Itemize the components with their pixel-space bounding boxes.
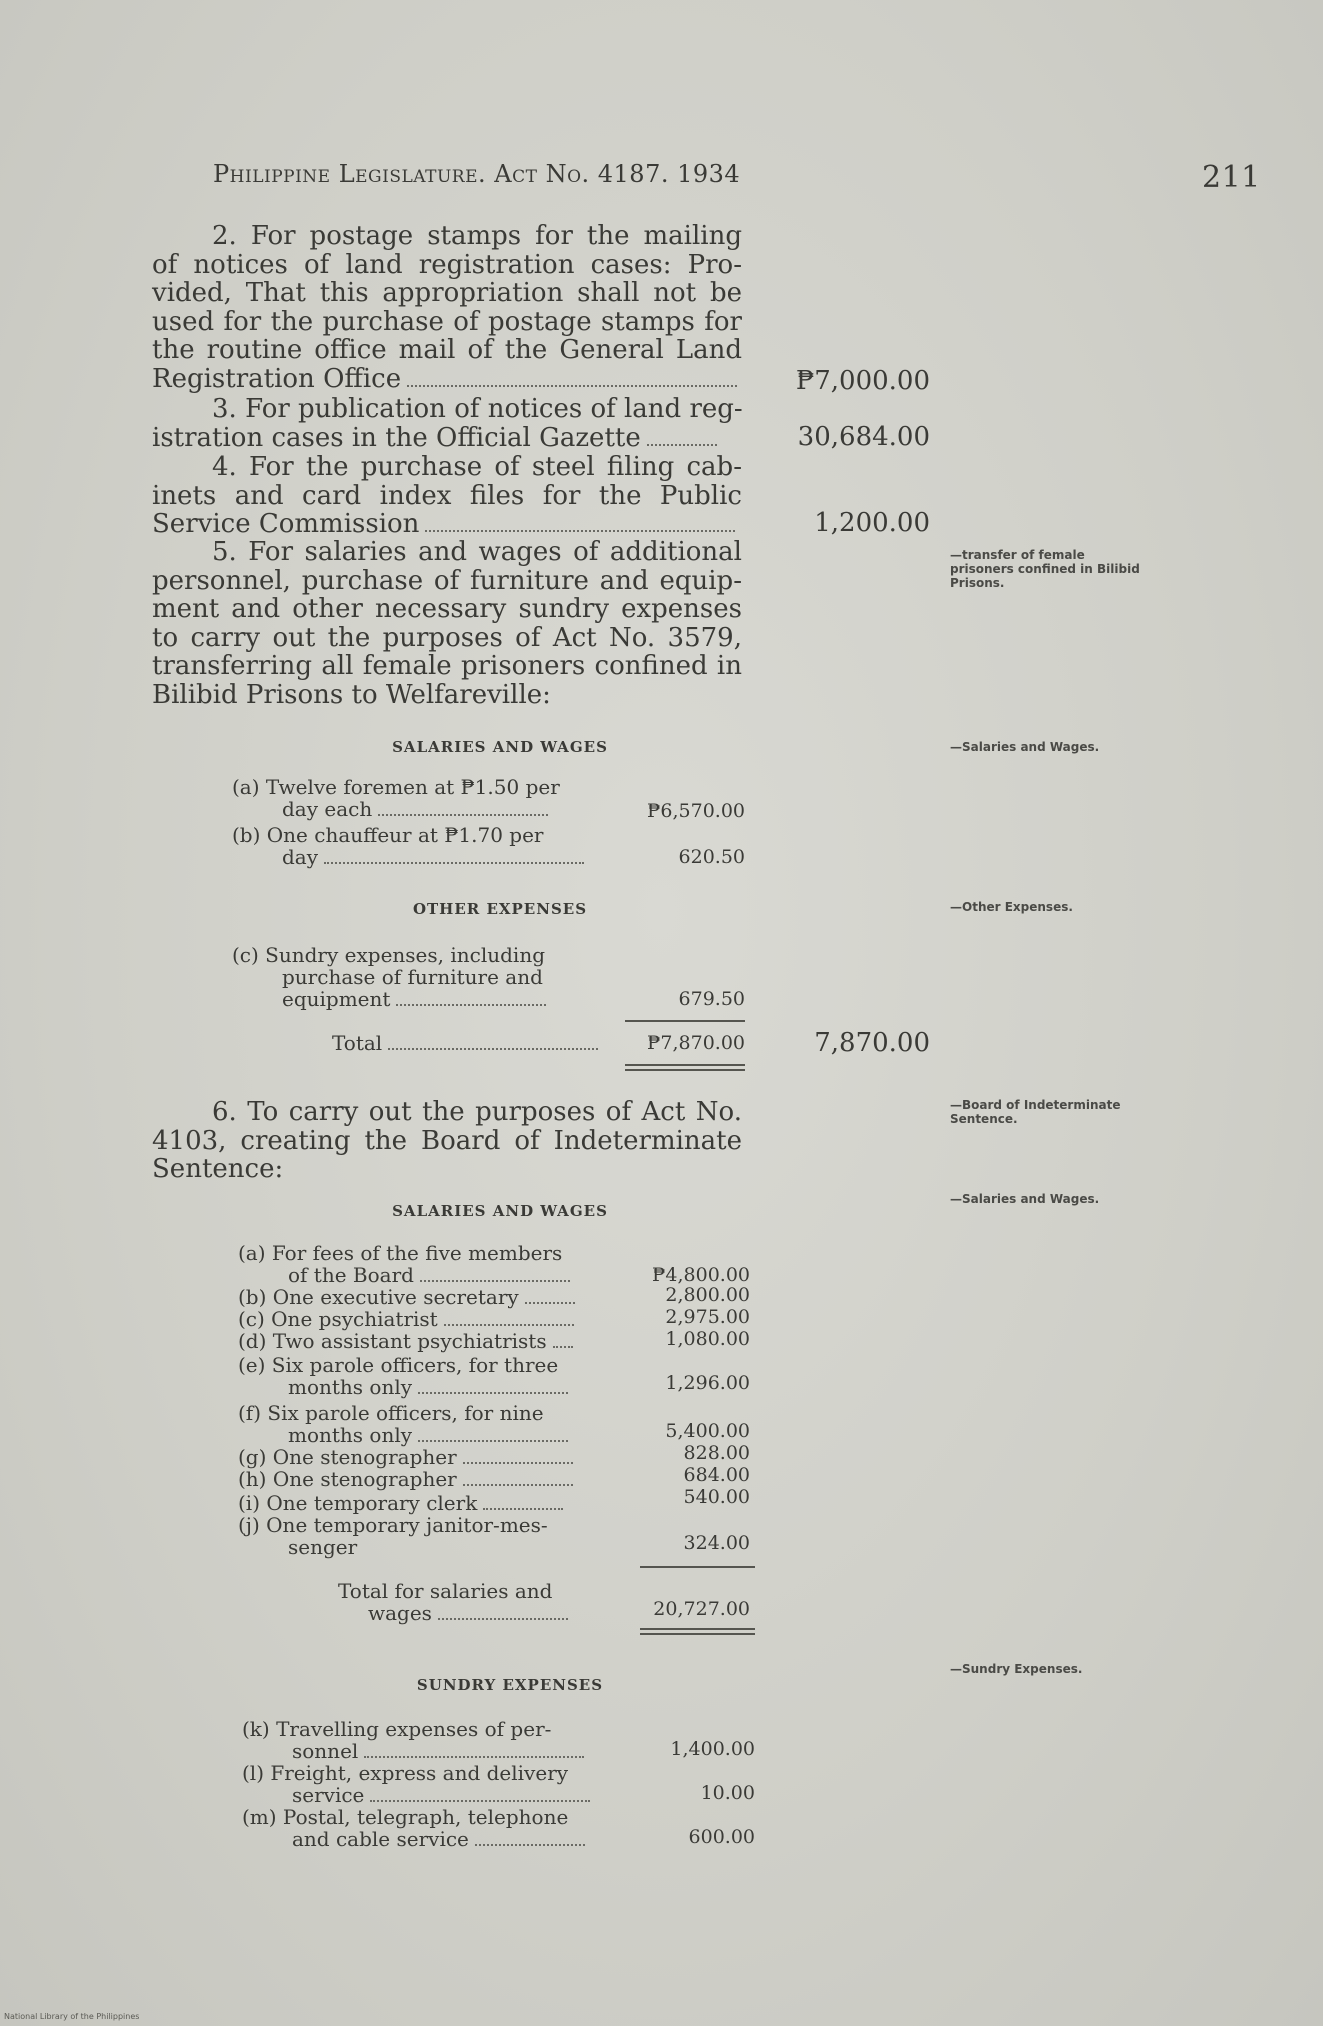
running-title: Philippine Legislature. Act No. 4187. 1934 [213, 160, 741, 188]
item-5-paragraph [152, 538, 742, 709]
item-5-total-main: 7,870.00 [814, 1028, 930, 1058]
item-6g-amount: 828.00 [683, 1442, 750, 1464]
item-6b: (b) One executive secretary [238, 1286, 581, 1308]
item-5-total: Total [332, 1032, 604, 1054]
item-6k: (k) Travelling expenses of per- sonnel [242, 1718, 590, 1762]
item-6m: (m) Postal, telegraph, telephone and cable service [242, 1806, 591, 1850]
item-6a-amount: ₱4,800.00 [651, 1264, 750, 1286]
salaries-heading: SALARIES AND WAGES [392, 738, 608, 756]
item-5-line: personnel, purchase of furniture and equip- [152, 565, 742, 596]
item-5c: (c) Sundry expenses, including purchase of furniture and equipment [232, 943, 545, 1011]
side-note-sundry: —Sundry Expenses. [950, 1662, 1083, 1676]
side-note-other-expenses: —Other Expenses. [950, 900, 1073, 914]
item-5-total-sub: ₱7,870.00 [646, 1032, 745, 1054]
item-6j-amount: 324.00 [683, 1532, 750, 1554]
page-number: 211 [1202, 160, 1261, 195]
item-6-line: 4103, creating the Board of Indeterminate [152, 1125, 742, 1156]
item-5c-amount: 679.50 [678, 988, 745, 1010]
item-6l-amount: 10.00 [700, 1782, 755, 1804]
salaries-total-rule [640, 1566, 755, 1568]
item-5a-amount: ₱6,570.00 [646, 800, 745, 822]
side-note-board: —Board of Indeterminate Sentence. [950, 1098, 1121, 1126]
item-5-line: Bilibid Prisons to Welfareville: [152, 679, 551, 710]
item-5b-amount: 620.50 [678, 846, 745, 868]
side-note-salaries-6: —Salaries and Wages. [950, 1192, 1100, 1206]
item-6-paragraph [152, 1098, 742, 1184]
item-5-line: 5. For salaries and wages of additional [212, 537, 742, 567]
side-note-salaries: —Salaries and Wages. [950, 740, 1100, 754]
item-6j: (j) One temporary janitor-mes- senger [238, 1513, 548, 1559]
item-6l: (l) Freight, express and delivery service [242, 1762, 596, 1806]
item-6-line: Sentence: [152, 1154, 284, 1184]
item-4-paragraph [152, 453, 742, 539]
item-2-line: Registration Office [152, 365, 742, 394]
item-6i-amount: 540.00 [683, 1486, 750, 1508]
item-2-amount: ₱7,000.00 [795, 366, 930, 396]
item-2-paragraph [152, 222, 742, 393]
total-double-rule [625, 1069, 745, 1071]
item-2-line: the routine office mail of the General Land [152, 335, 742, 365]
item-6a: (a) For fees of the five members of the Board [238, 1242, 576, 1286]
item-6-line: 6. To carry out the purposes of Act No. [212, 1097, 742, 1127]
total-double-rule [625, 1064, 745, 1066]
item-6m-amount: 600.00 [688, 1826, 755, 1848]
item-6h: (h) One stenographer [238, 1468, 579, 1490]
item-3-paragraph [152, 395, 742, 452]
item-5-line: transferring all female prisoners confined in [152, 651, 742, 681]
subtotal-rule [625, 1020, 745, 1022]
item-6b-amount: 2,800.00 [665, 1284, 750, 1306]
item-5-line: ment and other necessary sundry expenses [152, 594, 742, 624]
item-5a: (a) Twelve foremen at ₱1.50 per day each [232, 775, 560, 821]
salaries-heading-6: SALARIES AND WAGES [392, 1202, 608, 1220]
item-6h-amount: 684.00 [683, 1464, 750, 1486]
footer-credit: National Library of the Philippines [4, 2012, 140, 2021]
item-3-line: istration cases in the Official Gazette [152, 424, 742, 453]
running-header [213, 160, 1261, 195]
other-expenses-heading: OTHER EXPENSES [412, 900, 588, 918]
item-6-total-amount: 20,727.00 [653, 1598, 750, 1620]
item-6e: (e) Six parole officers, for three months only [238, 1354, 574, 1398]
side-note-female-prisoners: —transfer of female prisoners confined in Bilibid Prisons. [950, 548, 1140, 590]
item-6f: (f) Six parole officers, for nine months only [238, 1402, 574, 1446]
item-4-amount: 1,200.00 [814, 508, 930, 538]
item-5-line: to carry out the purposes of Act No. 3579, [152, 622, 742, 653]
item-4-line: Service Commission [152, 510, 742, 539]
item-2-line: of notices of land registration cases: Pro- [152, 249, 742, 280]
item-2-line: 2. For postage stamps for the mailing [212, 221, 742, 251]
item-6f-amount: 5,400.00 [665, 1420, 750, 1442]
item-6d: (d) Two assistant psychiatrists [238, 1330, 579, 1352]
item-3-line: 3. For publication of notices of land reg- [212, 394, 743, 424]
item-6e-amount: 1,296.00 [665, 1372, 750, 1394]
item-2-line: used for the purchase of postage stamps for [152, 306, 742, 337]
item-4-line: inets and card index files for the Public [152, 480, 742, 511]
item-6-total: Total for salaries and wages [338, 1580, 574, 1624]
item-6c-amount: 2,975.00 [665, 1306, 750, 1328]
item-2-line: vided, That this appropriation shall not be [152, 278, 742, 308]
item-6g: (g) One stenographer [238, 1446, 579, 1468]
item-6i: (i) One temporary clerk [238, 1492, 569, 1514]
item-6d-amount: 1,080.00 [665, 1328, 750, 1350]
sundry-heading: SUNDRY EXPENSES [416, 1676, 604, 1694]
item-3-amount: 30,684.00 [797, 422, 930, 452]
total-double-rule-6 [640, 1628, 755, 1630]
total-double-rule-6 [640, 1633, 755, 1635]
item-6c: (c) One psychiatrist [238, 1308, 580, 1330]
item-4-line: 4. For the purchase of steel filing cab- [212, 452, 742, 482]
item-6k-amount: 1,400.00 [670, 1738, 755, 1760]
item-5b: (b) One chauffeur at ₱1.70 per day [232, 824, 590, 868]
